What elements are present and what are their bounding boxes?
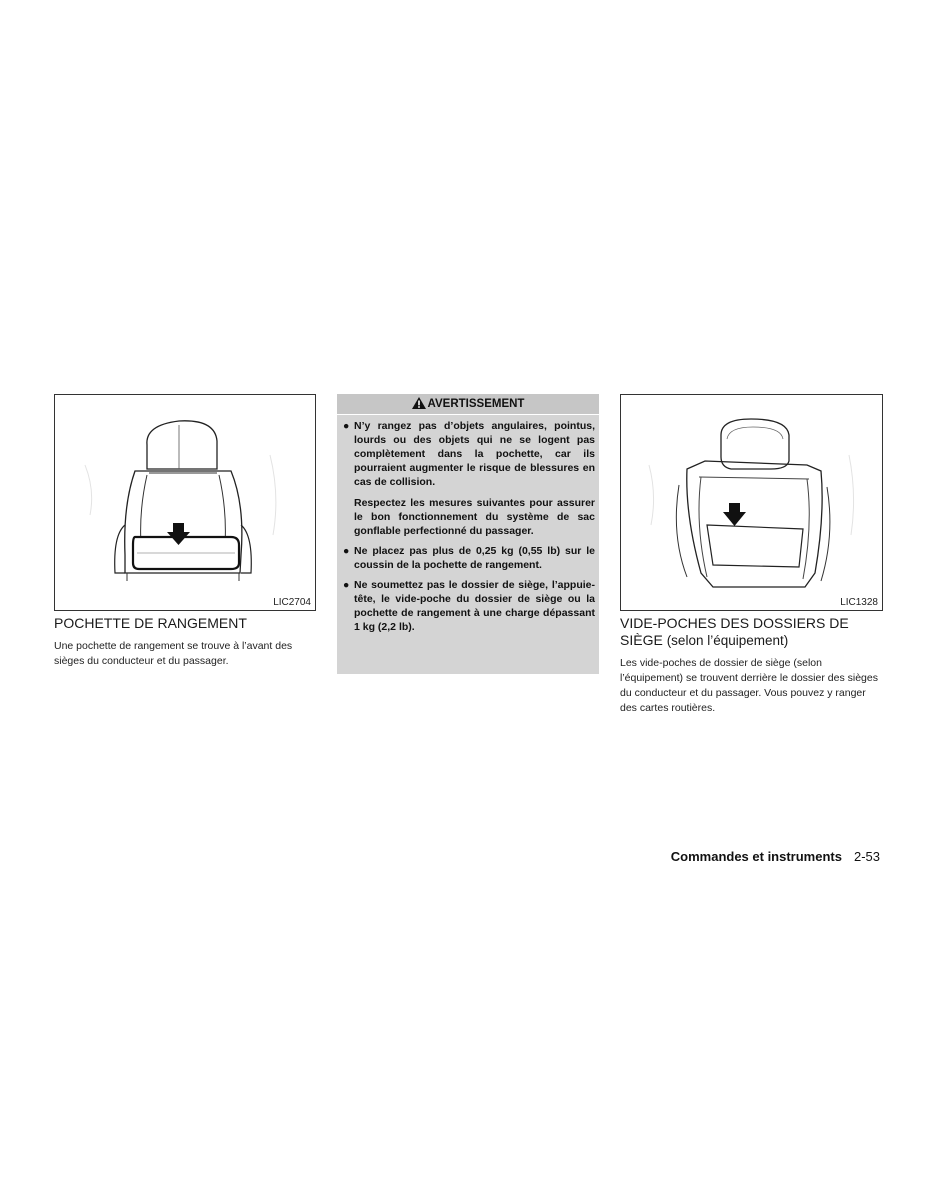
figure-code: LIC1328 xyxy=(840,597,878,608)
warning-list xyxy=(337,415,599,634)
warning-text: Ne placez pas plus de 0,25 kg (0,55 lb) sur le coussin de la pochette de rangement. xyxy=(354,545,595,571)
bullet-icon: ● xyxy=(343,420,350,432)
warning-item xyxy=(341,578,595,634)
storage-pocket-description: Une pochette de rangement se trouve à l’avant des sièges du conducteur et du passager. xyxy=(54,640,293,667)
figure-code: LIC2704 xyxy=(273,597,311,608)
bullet-icon: ● xyxy=(343,579,350,591)
footer-section-name: Commandes et instruments xyxy=(670,849,842,864)
figure-storage-pocket xyxy=(54,394,316,611)
page-footer xyxy=(671,849,880,864)
warning-triangle-icon xyxy=(412,396,426,416)
bullet-icon: ● xyxy=(343,545,350,557)
warning-text: Respectez les mesures suivantes pour assurer le bon fonctionnement du système de sac gonflable perfectionné du passager. xyxy=(354,497,595,537)
seat-front-pocket-illustration xyxy=(55,395,315,610)
section-subtitle: (selon l’équipement) xyxy=(666,633,789,648)
page-number: 2-53 xyxy=(853,849,880,864)
section-title-text: VIDE-POCHES DES DOSSIERS DE SIÈGE xyxy=(620,615,849,648)
warning-box xyxy=(337,394,599,674)
warning-item xyxy=(341,419,595,538)
figure-seatback-pocket xyxy=(620,394,883,611)
section-title-storage-pocket: POCHETTE DE RANGEMENT xyxy=(54,615,247,631)
warning-item xyxy=(341,544,595,572)
warning-title: AVERTISSEMENT xyxy=(427,398,525,410)
section-title-seatback-pockets xyxy=(620,615,890,649)
warning-text: Ne soumettez pas le dossier de siège, l’appuie-tête, le vide-poche du dossier de siège ou la pochette de rangement à une charge dépassant 1 kg (2,2 lb). xyxy=(354,579,595,633)
seatback-pockets-description: Les vide-poches de dossier de siège (selon l’équipement) se trouvent derrière le dossier des sièges du conducteur et du passager. Vous pouvez y ranger des cartes routières. xyxy=(620,657,878,714)
seatback-pocket-illustration xyxy=(621,395,882,610)
warning-header xyxy=(337,394,599,415)
warning-text: N’y rangez pas d’objets angulaires, pointus, lourds ou des objets qui ne se logent pas complètement dans la pochette, car ils pourraient augmenter le risque de blessures en cas de collision. xyxy=(354,420,595,488)
